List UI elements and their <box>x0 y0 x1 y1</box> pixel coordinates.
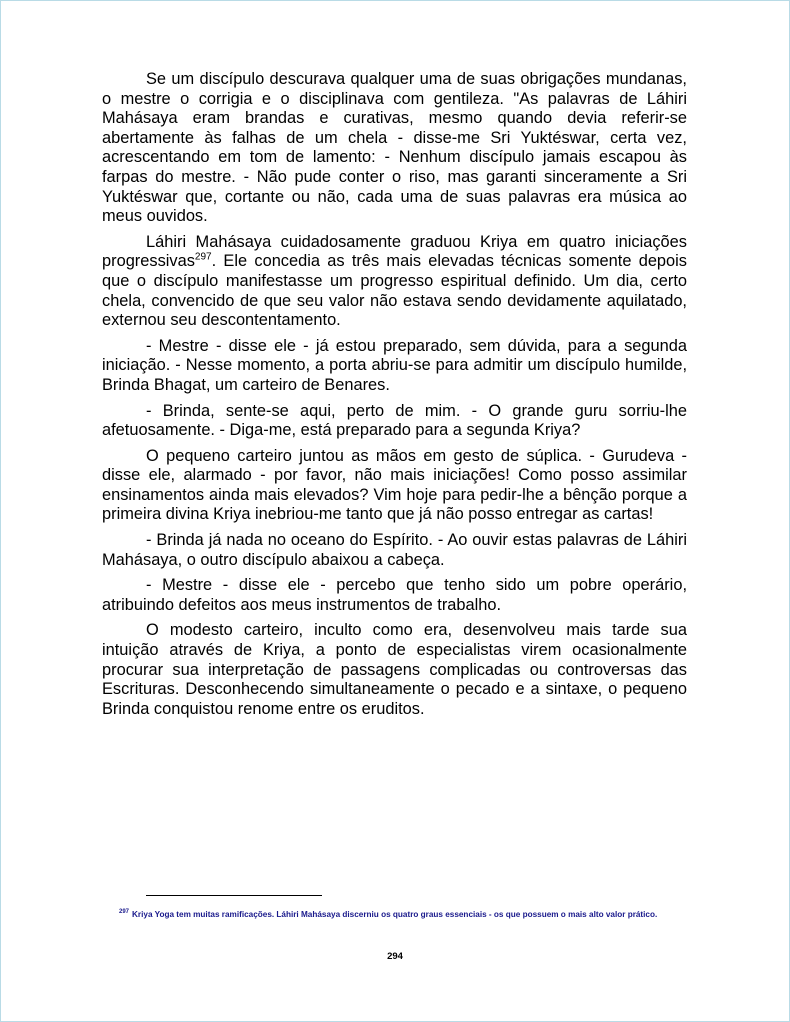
paragraph-3: - Mestre - disse ele - já estou preparado, sem dúvida, para a segunda iniciação. - Nesse momento, a porta abriu-se para admitir um discípulo humilde, Brinda Bhagat, um carteiro de Benares. <box>102 336 687 394</box>
paragraph-8: O modesto carteiro, inculto como era, desenvolveu mais tarde sua intuição através de Kriya, a ponto de especialistas virem ocasionalmente procurar sua interpretação de passagens complicadas ou controversas das Escrituras. Desconhecendo simultaneamente o pecado e a sintaxe, o pequeno Brinda conquistou renome entre os eruditos. <box>102 621 687 718</box>
footnote-separator <box>146 895 322 896</box>
footnote-marker: 297 <box>119 909 130 916</box>
paragraph-2-end: . Ele concedia as três mais elevadas técnicas somente depois que o discípulo manifestasse um progresso espiritual definido. Um dia, certo chela, convencido de que seu valor não estava sendo devidamente aquilatado, externou seu descontentamento. <box>102 252 687 330</box>
page-number: 294 <box>387 951 403 962</box>
footnote <box>119 908 689 921</box>
paragraph-1: Se um discípulo descurava qualquer uma de suas obrigações mundanas, o mestre o corrigia e o disciplinava com gentileza. "As palavras de Láhiri Mahásaya eram brandas e curativas, mesmo quando devia referir-se abertamente às falhas de um chela - disse-me Sri Yuktéswar, certa vez, acrescentando em tom de lamento: - Nenhum discípulo jamais escapou às farpas do mestre. - Não pude conter o riso, mas garanti sinceramente a Sri Yuktéswar que, cortante ou não, cada uma de suas palavras era música ao meus ouvidos. <box>102 70 687 226</box>
paragraph-2 <box>102 233 687 331</box>
paragraph-6: - Brinda já nada no oceano do Espírito. - Ao ouvir estas palavras de Láhiri Mahásaya, o outro discípulo abaixou a cabeça. <box>102 531 687 569</box>
paragraph-4: - Brinda, sente-se aqui, perto de mim. - O grande guru sorriu-lhe afetuosamente. - Diga-me, está preparado para a segunda Kriya? <box>102 401 687 440</box>
footnote-text: Kriya Yoga tem muitas ramificações. Láhiri Mahásaya discerniu os quatro graus essenciais - os que possuem o mais alto valor prático. <box>132 910 658 919</box>
paragraph-2-start: Láhiri Mahásaya cuidadosamente graduou Kriya em quatro iniciações progressivas <box>102 232 687 271</box>
footnote-reference[interactable]: 297 <box>194 251 212 263</box>
paragraph-7: - Mestre - disse ele - percebo que tenho sido um pobre operário, atribuindo defeitos aos meus instrumentos de trabalho. <box>102 576 687 614</box>
paragraph-5: O pequeno carteiro juntou as mãos em gesto de súplica. - Gurudeva - disse ele, alarmado - por favor, não mais iniciações! Como posso assimilar ensinamentos ainda mais elevados? Vim hoje para pedir-lhe a bênção porque a primeira divina Kriya inebriou-me tanto que já não posso entregar as cartas! <box>102 446 687 524</box>
body-text <box>102 70 687 725</box>
